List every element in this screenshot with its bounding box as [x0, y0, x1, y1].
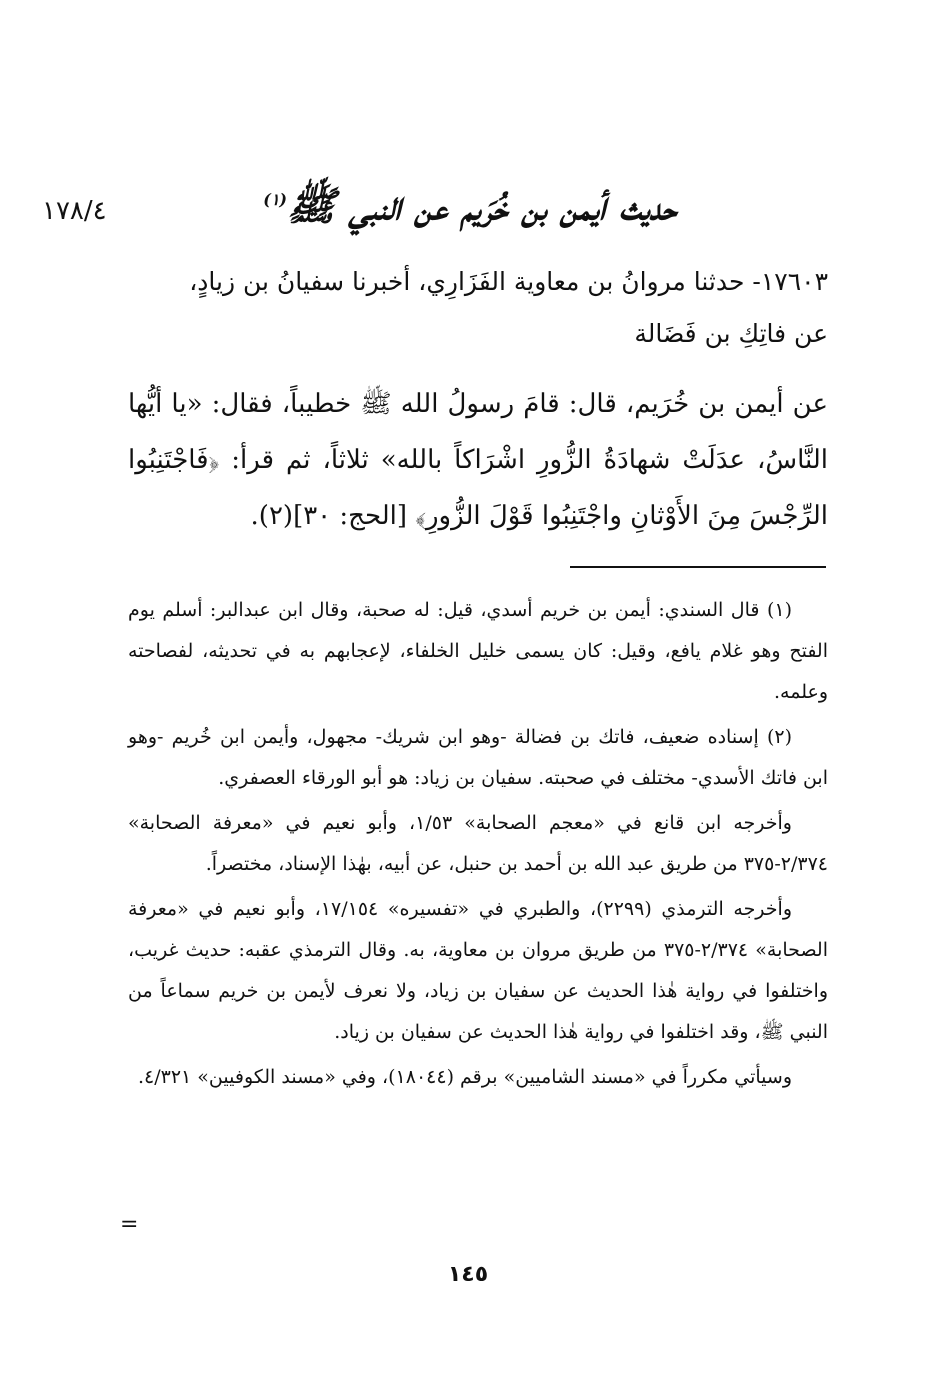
isnad-line-1: ١٧٦٠٣- حدثنا مروانُ بن معاوية الفَزَارِي، أخبرنا سفيانُ بن زيادٍ، — [189, 267, 828, 296]
continuation-mark: = — [120, 1212, 139, 1237]
hadith-matn: عن أيمن بن خُرَيم، قال: قامَ رسولُ الله ﷺ خطيباً، فقال: «يا أيُّها النَّاسُ، عدَلَتْ شهادَةُ الزُّورِ اشْرَاكاً بالله» ثلاثاً، ثم قرأ: ﴿فَاجْتَنِبُوا الرِّجْسَ مِنَ الأَوْثانِ واجْتَنِبُوا قَوْلَ الزُّورِ﴾ [الحج: ٣٠](٢). — [128, 389, 828, 531]
footnote-2-takhrij-2: وأخرجه الترمذي (٢٢٩٩)، والطبري في «تفسيره» ١٧/١٥٤، وأبو نعيم في «معرفة الصحابة» ٢/٣٧٤-٣٧٥ من طريق مروان بن معاوية، به. وقال الترمذي عقبه: حديث غريب، واختلفوا في رواية هٰذا الحديث عن سفيان بن زياد، ولا نعرف لأيمن بن خريم سماعاً من النبي ﷺ، وقد اختلفوا في رواية هٰذا الحديث عن سفيان بن زياد. — [128, 898, 828, 1043]
footnote-2-takhrij-1: وأخرجه ابن قانع في «معجم الصحابة» ١/٥٣، وأبو نعيم في «معرفة الصحابة» ٢/٣٧٤-٣٧٥ من طريق عبد الله بن أحمد بن حنبل، عن أبيه، بهٰذا الإسناد، مختصراً. — [128, 812, 828, 875]
chapter-title — [220, 160, 720, 246]
hadith-text — [128, 256, 828, 544]
volume-page-reference: ١٧٨/٤ — [42, 196, 107, 226]
chapter-title-text: حديث أيمن بن خُرَيم عن النبي ﷺ — [287, 182, 677, 230]
page-number: ١٤٥ — [447, 1262, 489, 1287]
footnote-1: (١) قال السندي: أيمن بن خريم أسدي، قيل: له صحبة، وقال ابن عبدالبر: أسلم يوم الفتح وهو غلام يافع، وقيل: كان يسمى خليل الخلفاء، لإعجابهم به في تحديثه، لفصاحته وعلمه. — [128, 599, 828, 703]
footnote-2-takhrij-3: وسيأتي مكرراً في «مسند الشاميين» برقم (١٨٠٤٤)، وفي «مسند الكوفيين» ٤/٣٢١. — [137, 1066, 792, 1088]
footnote-2: (٢) إسناده ضعيف، فاتك بن فضالة -وهو ابن شريك- مجهول، وأيمن ابن خُريم -وهو ابن فاتك الأسدي- مختلف في صحبته. سفيان بن زياد: هو أبو الورقاء العصفري. — [128, 726, 828, 789]
isnad-line-2: عن فاتِكِ بن فَضَالة — [634, 319, 828, 348]
footnote-divider — [570, 566, 826, 568]
title-footnote-marker: (١) — [263, 190, 287, 209]
footnotes — [128, 590, 828, 1102]
